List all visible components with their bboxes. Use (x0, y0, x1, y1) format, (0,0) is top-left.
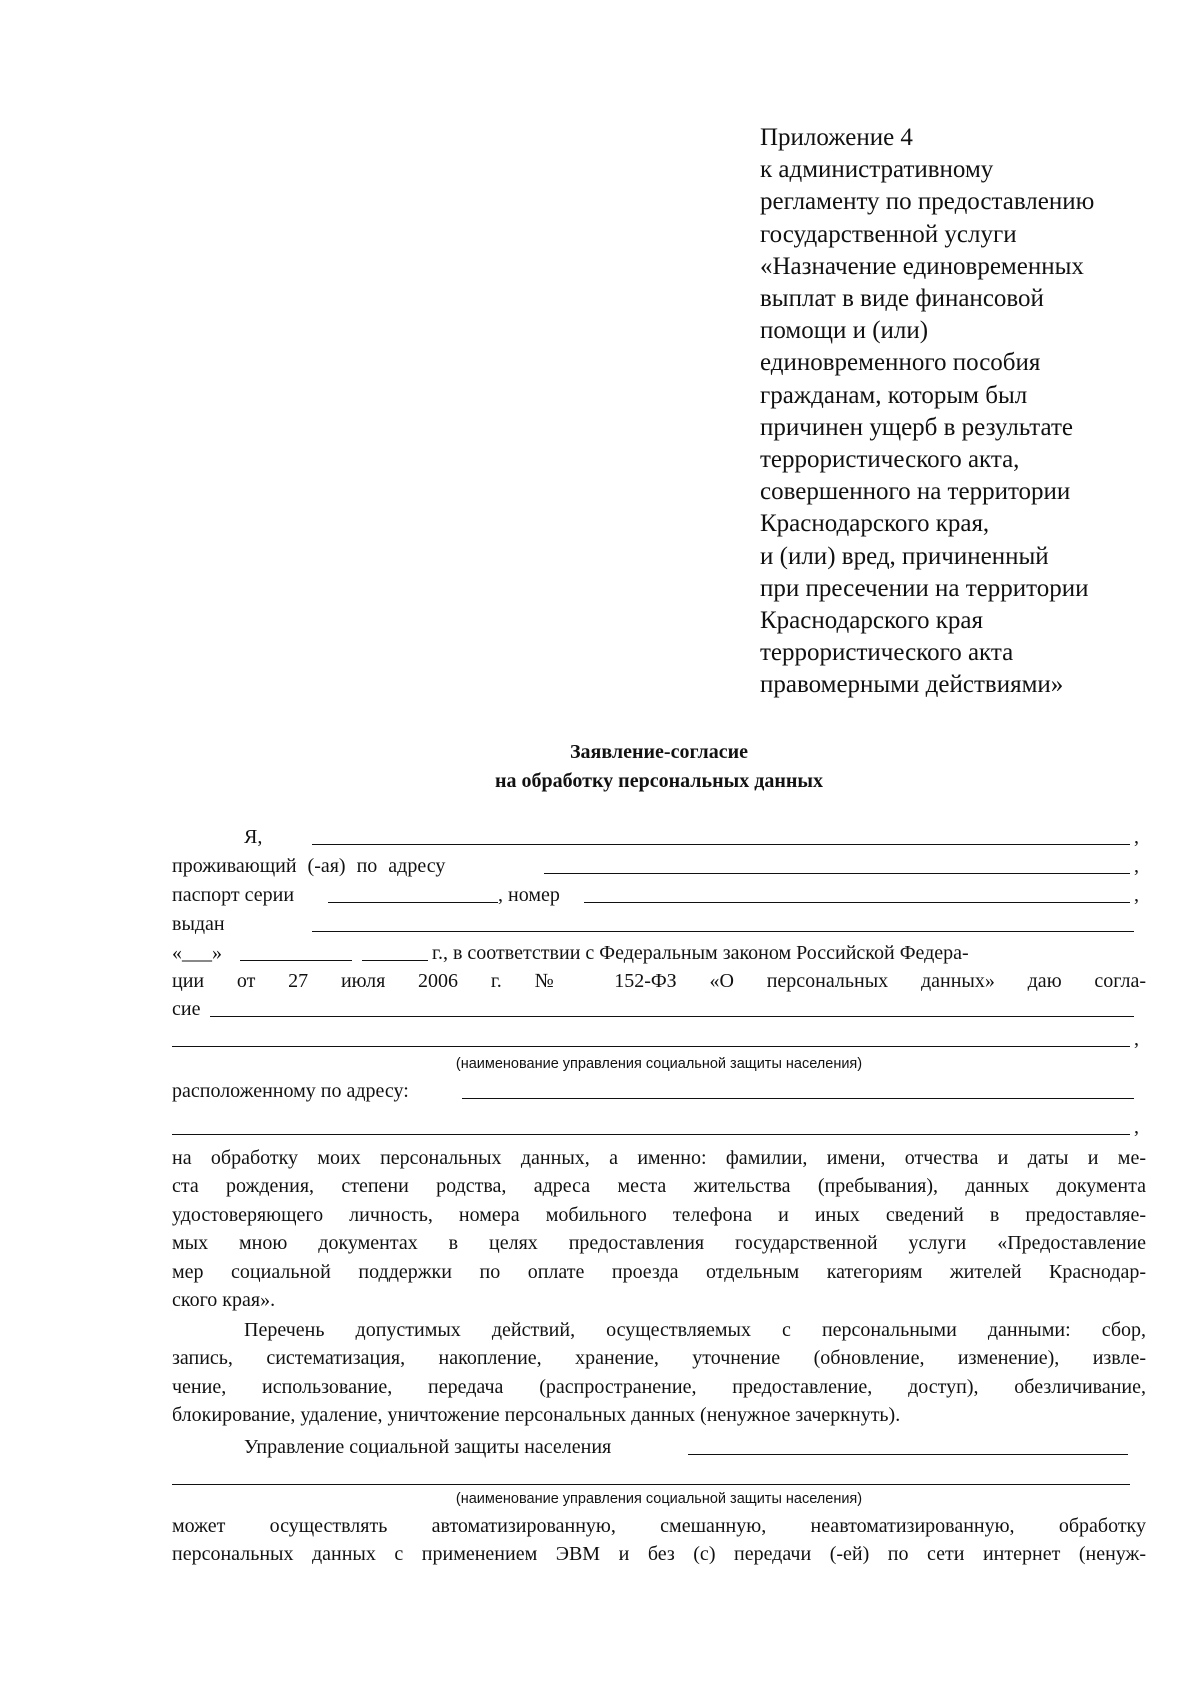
appendix-line: террористического акта (760, 639, 1014, 667)
usszn-label: Управление социальной защиты населения (244, 1436, 612, 1458)
paragraph-line: персональных данных с применением ЭВМ и без (с) передачи (-ей) по сети интернет (ненуж- (172, 1543, 1146, 1566)
document-title (172, 738, 1146, 796)
appendix-block (760, 122, 1160, 702)
issue-year-field[interactable] (362, 940, 428, 961)
ya-label: Я, (244, 826, 263, 848)
passport-number-field[interactable] (584, 882, 1130, 903)
consent-label: сие (172, 998, 201, 1020)
title-line-2: на обработку персональных данных (495, 770, 823, 792)
issued-label: выдан (172, 913, 225, 935)
comma: , (1134, 884, 1139, 906)
paragraph-line: Перечень допустимых действий, осуществляемых с персональными данными: сбор, (244, 1319, 1146, 1341)
date-tail-text: г., в соответствии с Федеральным законом Российской Федера- (432, 942, 969, 964)
comma: , (1134, 1028, 1139, 1050)
appendix-line: к административному (760, 156, 994, 184)
appendix-line: государственной услуги (760, 220, 1017, 248)
paragraph-line: блокирование, удаление, уничтожение персональных данных (ненужное зачеркнуть). (172, 1404, 901, 1427)
located-label: расположенному по адресу: (172, 1080, 409, 1102)
appendix-line: при пресечении на территории (760, 574, 1089, 602)
usszn-row (172, 1434, 1146, 1460)
appendix-line: единовременного пособия (760, 349, 1041, 377)
paragraph-line: мых мною документах в целях предоставления государственной услуги «Предоставление (172, 1232, 1146, 1255)
passport-series-label: паспорт серии (172, 884, 295, 906)
comma: , (1134, 1116, 1139, 1138)
paragraph-line: чение, использование, передача (распространение, предоставление, доступ), обезличивание, (172, 1375, 1146, 1398)
appendix-line: и (или) вред, причиненный (760, 542, 1049, 570)
appendix-line: террористического акта, (760, 446, 1020, 474)
appendix-line: совершенного на территории (760, 478, 1071, 506)
appendix-line: Приложение 4 (760, 124, 913, 151)
law-row (172, 968, 1146, 994)
appendix-line: гражданам, которым был (760, 381, 1028, 409)
appendix-line: Краснодарского края (760, 607, 983, 635)
residence-address-field[interactable] (544, 853, 1130, 874)
organization-field[interactable] (210, 996, 1134, 1017)
appendix-line: Краснодарского края, (760, 510, 990, 538)
issued-by-field[interactable] (312, 911, 1134, 932)
organization-caption-2: (наименование управления социальной защиты населения) (455, 1491, 863, 1507)
law-text: ции от 27 июля 2006 г. № 152-ФЗ «О персональных данных» даю согла- (172, 970, 1146, 992)
paragraph-line: мер социальной поддержки по оплате проезда отдельным категориям жителей Краснодар- (172, 1260, 1146, 1283)
passport-series-field[interactable] (328, 882, 498, 903)
name-row (172, 824, 1146, 850)
paragraph-line: ского края». (172, 1289, 276, 1312)
located-row (172, 1078, 1146, 1104)
address-row (172, 853, 1146, 879)
comma: , (1134, 855, 1139, 877)
usszn-row-2 (172, 1464, 1146, 1490)
paragraph-line: на обработку моих персональных данных, а именно: фамилии, имени, отчества и даты и ме- (172, 1147, 1146, 1169)
organization-address-field[interactable] (462, 1078, 1134, 1099)
organization-row-2 (172, 1026, 1146, 1052)
passport-number-label: , номер (498, 884, 560, 906)
appendix-line: причинен ущерб в результате (760, 413, 1073, 441)
appendix-line: правомерными действиями» (760, 671, 1064, 699)
paragraph-line: удостоверяющего личность, номера мобильного телефона и иных сведений в предоставляе- (172, 1203, 1146, 1226)
title-line-1: Заявление-согласие (569, 741, 749, 763)
date-row (172, 940, 1146, 966)
full-name-field[interactable] (312, 824, 1130, 845)
appendix-line: помощи и (или) (760, 317, 929, 345)
consent-scope-paragraph (172, 1144, 1146, 1314)
appendix-line: регламенту по предоставлению (760, 188, 1095, 216)
organization-address-row-2 (172, 1114, 1146, 1140)
consent-row (172, 996, 1146, 1022)
issued-row (172, 911, 1146, 937)
usszn-name-field[interactable] (688, 1434, 1128, 1455)
appendix-line: выплат в виде финансовой (760, 285, 1044, 313)
address-label: проживающий (-ая) по адресу (172, 855, 446, 877)
usszn-name-field-cont[interactable] (172, 1464, 1130, 1485)
issue-day-field[interactable]: «___» (172, 942, 222, 964)
appendix-line: «Назначение единовременных (760, 252, 1084, 280)
paragraph-line: запись, систематизация, накопление, хранение, уточнение (обновление, изменение), извле- (172, 1347, 1146, 1370)
processing-method-paragraph (172, 1512, 1146, 1569)
organization-field-cont[interactable] (172, 1026, 1130, 1047)
organization-address-field-cont[interactable] (172, 1114, 1130, 1135)
issue-month-field[interactable] (240, 940, 352, 961)
paragraph-line: может осуществлять автоматизированную, смешанную, неавтоматизированную, обработку (172, 1515, 1146, 1537)
passport-row (172, 882, 1146, 908)
paragraph-line: ста рождения, степени родства, адреса места жительства (пребывания), данных документа (172, 1175, 1146, 1198)
comma: , (1134, 826, 1139, 848)
permitted-actions-paragraph (172, 1316, 1146, 1430)
organization-caption: (наименование управления социальной защиты населения) (455, 1056, 863, 1072)
